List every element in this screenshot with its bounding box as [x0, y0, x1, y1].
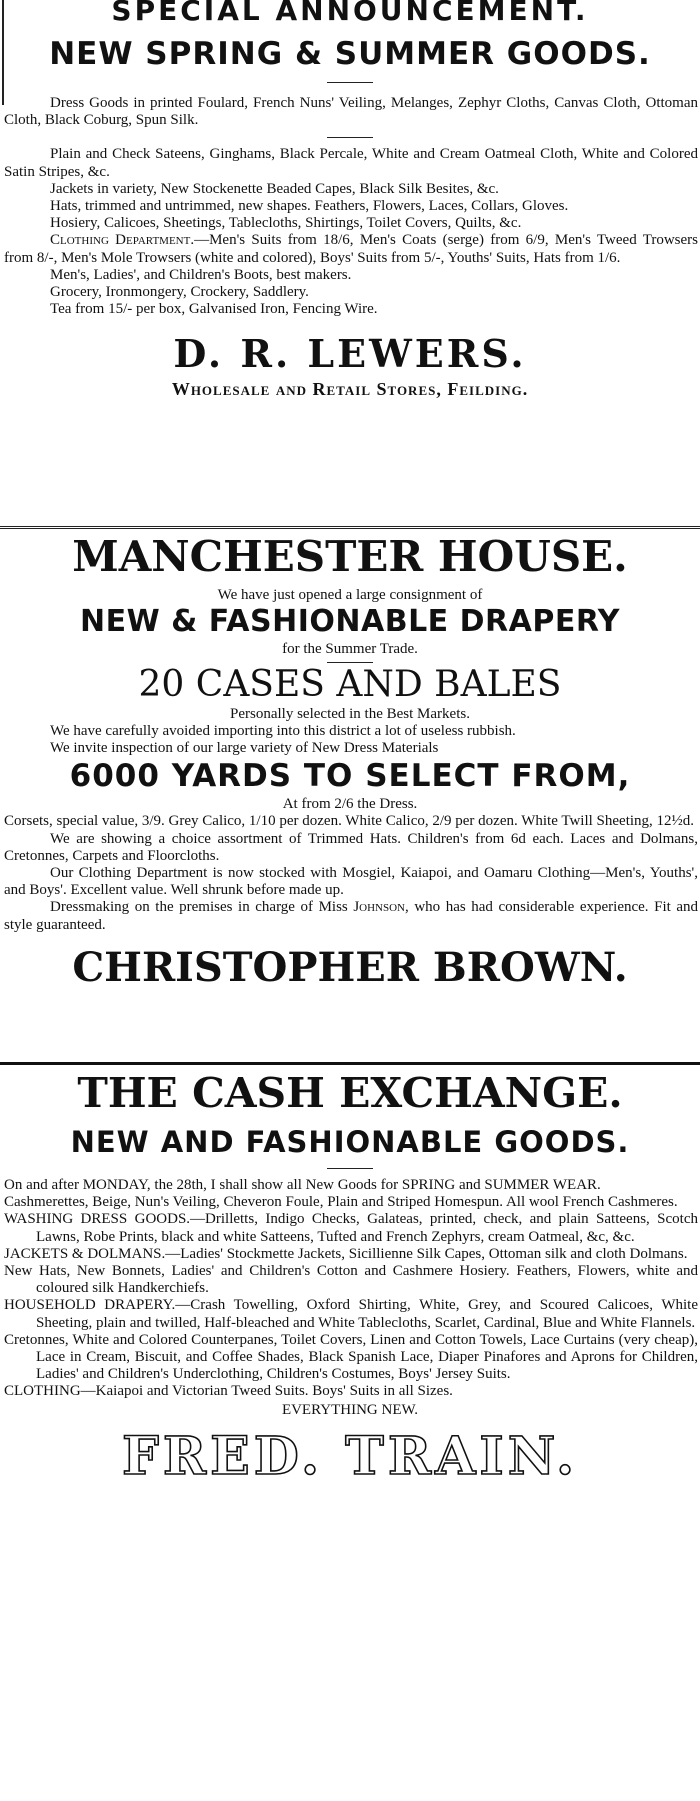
ad1-paragraph: Plain and Check Sateens, Ginghams, Black Percale, White and Cream Oatmeal Cloth, White and Colored Satin Stripes, &c. [4, 146, 698, 180]
ad2-title: MANCHESTER HOUSE. [72, 532, 628, 581]
ad2-yards-subtitle: At from 2/6 the Dress. [282, 796, 418, 813]
ad3-item: WASHING DRESS GOODS.—Drilletts, Indigo Checks, Galateas, printed, check, and plain Satteens, Scotch Lawns, Robe Prints, black and white Satteens, Tufted and French Zephyrs, cream Oatmeal, &c, &c. [4, 1211, 698, 1245]
ad2-paragraph: We are showing a choice assortment of Trimmed Hats. Children's from 6d each. Laces and Dolmans, Cretonnes, Carpets and Floorcloths. [4, 830, 698, 864]
clothing-label: Clothing Department. [50, 232, 195, 249]
ad3-item: HOUSEHOLD DRAPERY.—Crash Towelling, Oxford Shirting, White, Grey, and Scoured Calicoes, White Sheeting, plain and twilled, Half-bleached and White Tablecloths, Scarlet, Cardinal, Blue and White Flannels. [4, 1297, 698, 1331]
ad3-item: Cretonnes, White and Colored Counterpanes, Toilet Covers, Linen and Cotton Towels, Lace Curtains (very cheap), Lace in Cream, Biscuit, and Coffee Shades, Black Spanish Lace, Diaper Pinafores and Aprons for Children, Ladies' and Children's Underclothing, Children's Costumes, Boys' Jersey Suits. [4, 1331, 698, 1383]
dressmaking-text-rest: , who has had considerable experience. Fit and style guaranteed. [4, 899, 699, 933]
ad3-item: JACKETS & DOLMANS.—Ladies' Stockmette Jackets, Sicillienne Silk Capes, Ottoman silk and cloth Dolmans. [4, 1245, 688, 1262]
ad2-paragraph: Corsets, special value, 3/9. Grey Calico, 1/10 per dozen. White Calico, 2/9 per dozen. White Twill Sheeting, 12½d. [4, 813, 695, 830]
ad1-merchant-name: D. R. LEWERS. [173, 331, 527, 377]
ad3-merchant-name: FRED. TRAIN. [121, 1425, 579, 1487]
ad1-merchant-subtitle: Wholesale and Retail Stores, Feilding. [171, 379, 529, 400]
ad3-item: Cashmerettes, Beige, Nun's Veiling, Cheveron Foule, Plain and Striped Homespun. All wool French Cashmeres. [4, 1194, 678, 1211]
ad1-paragraph: Men's, Ladies', and Children's Boots, best makers. [50, 266, 352, 283]
ad2-paragraph: Our Clothing Department is now stocked with Mosgiel, Kaiapoi, and Oamaru Clothing—Men's, Youths', and Boys'. Excellent value. Well shrunk before made up. [4, 865, 698, 899]
divider [327, 137, 373, 138]
ad2-paragraph: We invite inspection of our large variety of New Dress Materials [50, 740, 439, 757]
ad3-headline: NEW AND FASHIONABLE GOODS. [70, 1125, 630, 1159]
dressmaking-text: Dressmaking on the premises in charge of Miss [50, 899, 354, 916]
ad1-subtitle: NEW SPRING & SUMMER GOODS. [49, 36, 651, 72]
advertisement-manchester-house [0, 528, 700, 1064]
ad1-paragraph: Tea from 15/- per box, Galvanised Iron, Fencing Wire. [50, 301, 378, 318]
ad2-cases-subtitle: Personally selected in the Best Markets. [230, 706, 470, 722]
ad1-title: SPECIAL ANNOUNCEMENT. [111, 0, 589, 27]
ad2-yards-headline: 6000 YARDS TO SELECT FROM, [69, 758, 631, 795]
divider [327, 662, 373, 663]
ad2-headline: NEW & FASHIONABLE DRAPERY [79, 604, 621, 639]
advertisement-cash-exchange [0, 1064, 700, 1801]
ad2-paragraph: We have carefully avoided importing into this district a lot of useless rubbish. [50, 723, 516, 739]
ad2-intro: We have just opened a large consignment of [217, 587, 483, 603]
ad1-paragraph: Dress Goods in printed Foulard, French Nuns' Veiling, Melanges, Zephyr Cloths, Canvas Cloth, Ottoman Cloth, Black Coburg, Spun Silk. [4, 95, 698, 129]
advertisement-lewers [0, 0, 700, 522]
divider [327, 1168, 373, 1169]
ad2-dressmaking-paragraph [0, 899, 700, 933]
ad3-item: On and after MONDAY, the 28th, I shall show all New Goods for SPRING and SUMMER WEAR. [4, 1177, 601, 1193]
ad3-item: CLOTHING—Kaiapoi and Victorian Tweed Suits. Boys' Suits in all Sizes. [4, 1383, 453, 1400]
ad2-merchant-name: CHRISTOPHER BROWN. [72, 943, 628, 991]
ad1-paragraph: Hosiery, Calicoes, Sheetings, Tablecloths, Shirtings, Toilet Covers, Quilts, &c. [50, 215, 522, 232]
ad1-paragraph: Hats, trimmed and untrimmed, new shapes. Feathers, Flowers, Laces, Collars, Gloves. [50, 198, 569, 215]
divider [327, 82, 373, 83]
dressmaker-name: Johnson [353, 899, 406, 916]
ad1-paragraph: Grocery, Ironmongery, Crockery, Saddlery. [50, 284, 309, 301]
ad1-clothing-paragraph [0, 232, 700, 266]
clothing-text: —Men's Suits from 18/6, Men's Coats (serge) from 6/9, Men's Tweed Trowsers from 8/-, Men's Mole Trowsers (white and colored), Boys' Suits from 5/-, Youths' Suits, Hats from 1/6. [4, 232, 698, 266]
ad2-headline-subtitle: for the Summer Trade. [282, 641, 418, 657]
ad1-paragraph: Jackets in variety, New Stockenette Beaded Capes, Black Silk Besites, &c. [50, 180, 499, 197]
ad3-item: New Hats, New Bonnets, Ladies' and Children's Cotton and Cashmere Hosiery. Feathers, Flowers, white and coloured silk Handkerchiefs. [4, 1263, 698, 1297]
ad3-everything-new: EVERYTHING NEW. [281, 1401, 419, 1418]
ad2-cases: 20 CASES AND BALES [138, 664, 562, 705]
ad3-title: THE CASH EXCHANGE. [77, 1069, 623, 1117]
